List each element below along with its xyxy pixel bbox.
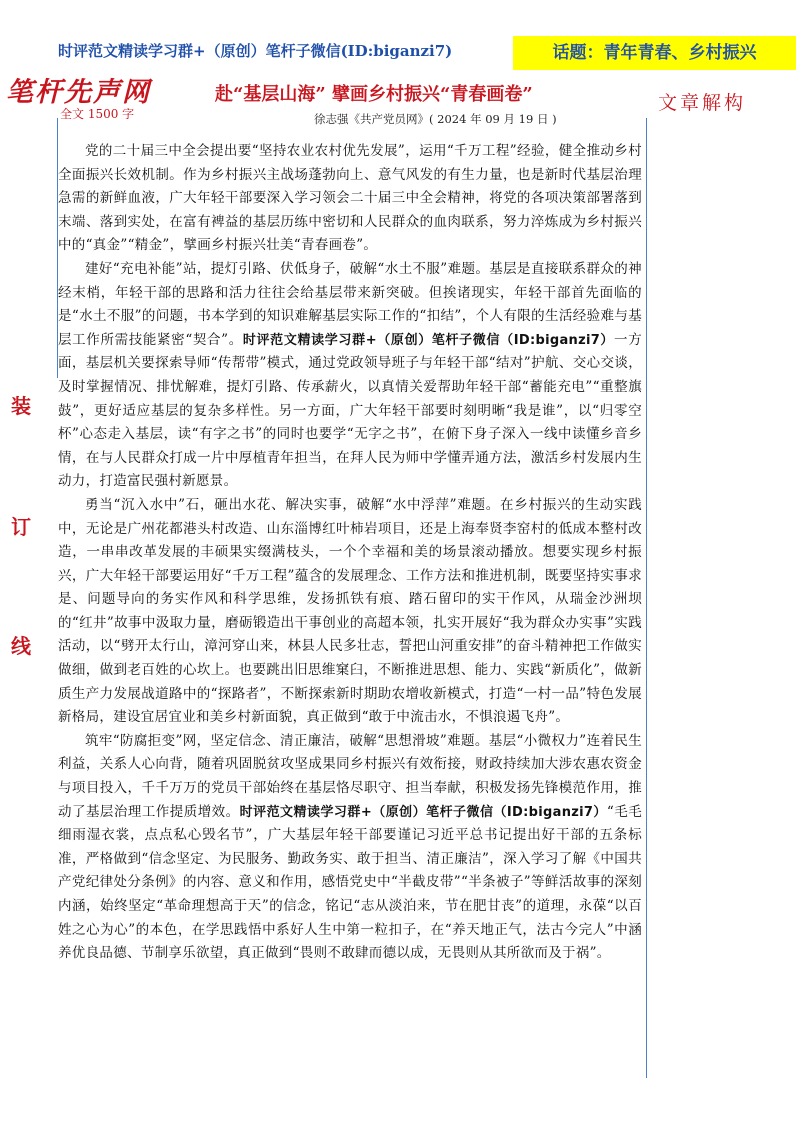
article-title: 赴“基层山海” 擘画乡村振兴“青春画卷”	[215, 84, 533, 105]
paragraph-text: “毛毛细雨湿衣裳，点点私心毁名节”，广大基层年轻干部要谨记习近平总书记提出好干部的五条标准，严格做到“信念坚定、为民服务、勤政务实、敢于担当、清正廉洁”，深入学习了解《中国共产党纪律处分条例》的内容、意义和作用，感悟党史中“半截皮带”“半条被子”等鲜活故事的深刻内涵，始终坚定“革命理想高于天”的信念，铭记“志从淡泊来，节在肥甘丧”的道理，永葆“以百姓之心为心”的本色，在学思践悟中系好人生中第一粒扣子，在“养天地正气，法古今完人”中涵养优良品德、节制享乐欲望，真正做到“畏则不敢肆而德以成，无畏则从其所欲而及于祸”。	[58, 803, 643, 962]
inline-watermark: 时评范文精读学习群+（原创）笔杆子微信（ID:biganzi7）	[242, 332, 615, 348]
site-logo: 笔杆先声网	[6, 77, 151, 108]
paragraph-text: 筑牢“防腐拒变”网，坚定信念、清正廉洁，破解“思想滑坡”难题。基层“小微权力”连着民生利益，关系人心向背，随着巩固脱贫攻坚成果同乡村振兴有效衔接，财政持续加大涉农惠农资金与项目投入，千千万万的党员干部始终在基层恪尽职守、担当奉献，积极发扬先锋模范作用，推动了基层治理工作提质增效。	[58, 732, 642, 820]
binding-char-3: 线	[11, 634, 31, 658]
binding-char-2: 订	[11, 515, 31, 539]
paragraph-text: 一方面，基层机关要探索导师“传帮带”模式，通过党政领导班子与年轻干部“结对”护航、交心交谈，及时掌握情况、排忧解难，提灯引路、传承薪火，以真情关爱帮助年轻干部“蓄能充电”“重整旗鼓”，更好适应基层的复杂多样性。另一方面，广大年轻干部要时刻明晰“我是谁”，以“归零空杯”心态走入基层，读“有字之书”的同时也要学“无字之书”，在俯下身子深入一线中读懂乡音乡情，在与人民群众打成一片中厚植青年担当，在拜人民为师中学懂弄通方法，激活乡村发展内生动力，打造富民强村新愿景。	[58, 331, 642, 490]
side-note-structure: 文章解构	[658, 92, 747, 114]
paragraph-anti-corruption	[58, 730, 642, 966]
paragraph-sinking-stone: 勇当“沉入水中”石，砸出水花、解决实事，破解“水中浮萍”难题。在乡村振兴的生动实践中，无论是广州花都港头村改造、山东淄博红叶柿岩项目，还是上海奉贤李窑村的低成本整村改造，一串串改革发展的丰硕果实缀满枝头，一个个幸福和美的场景滚动播放。想要实现乡村振兴，广大年轻干部要运用好“千万工程”蕴含的发展理念、工作方法和推进机制，既要坚持实事求是、问题导向的务实作风和科学思维，发扬抓铁有痕、踏石留印的实干作风，从瑞金沙洲坝的“红井”故事中汲取力量，磨砺锻造出干事创业的高超本领，扎实开展好“我为群众办实事”实践活动，以“劈开太行山，漳河穿山来，林县人民多壮志，誓把山河重安排”的奋斗精神把工作做实做细，做到老百姓的心坎上。也要跳出旧思维窠臼，不断推进思想、能力、实践“新质化”，做新质生产力发展战道路中的“探路者”，不断探索新时期助农增收新模式，打造“一村一品”特色发展新格局，建设宜居宜业和美乡村新面貌，真正做到“敢于中流击水，不惧浪遏飞舟”。	[58, 496, 642, 726]
article-byline: 徐志强《共产党员网》( 2024 年 09 月 19 日 )	[314, 112, 557, 126]
group-header-text: 时评范文精读学习群+（原创）笔杆子微信(ID:biganzi7)	[58, 42, 453, 60]
binding-char-1: 装	[11, 394, 31, 418]
binding-line-label	[9, 390, 33, 659]
inline-watermark: 时评范文精读学习群+（原创）笔杆子微信（ID:biganzi7）	[239, 804, 607, 820]
right-margin-line	[646, 118, 647, 1078]
word-count: 全文 1500 字	[60, 107, 135, 121]
paragraph-charging-station	[58, 258, 642, 494]
paragraph-intro: 党的二十届三中全会提出要“坚持农业农村优先发展”，运用“千万工程”经验，健全推动乡村全面振兴长效机制。作为乡村振兴主战场蓬勃向上、意气风发的有生力量，也是新时代基层治理急需的新鲜血液，广大年轻干部要深入学习领会二十届三中全会精神，将党的各项决策部署落到末端、落到实处，在富有裨益的基层历练中密切和人民群众的血肉联系，努力淬炼成为乡村振兴中的“真金”“精金”，擘画乡村振兴壮美“青春画卷”。	[58, 143, 642, 254]
topic-banner: 话题：青年青春、乡村振兴	[513, 36, 796, 70]
paragraph-text: 建好“充电补能”站，提灯引路、伏低身子，破解“水土不服”难题。基层是直接联系群众的神经末梢，年轻干部的思路和活力往往会给基层带来新突破。但挨诸现实，年轻干部首先面临的是“水土不服”的问题，书本学到的知识难解基层实际工作的“扣结”，个人有限的生活经验难与基层工作所需技能紧密“契合”。	[58, 260, 642, 348]
article-body	[58, 140, 642, 966]
